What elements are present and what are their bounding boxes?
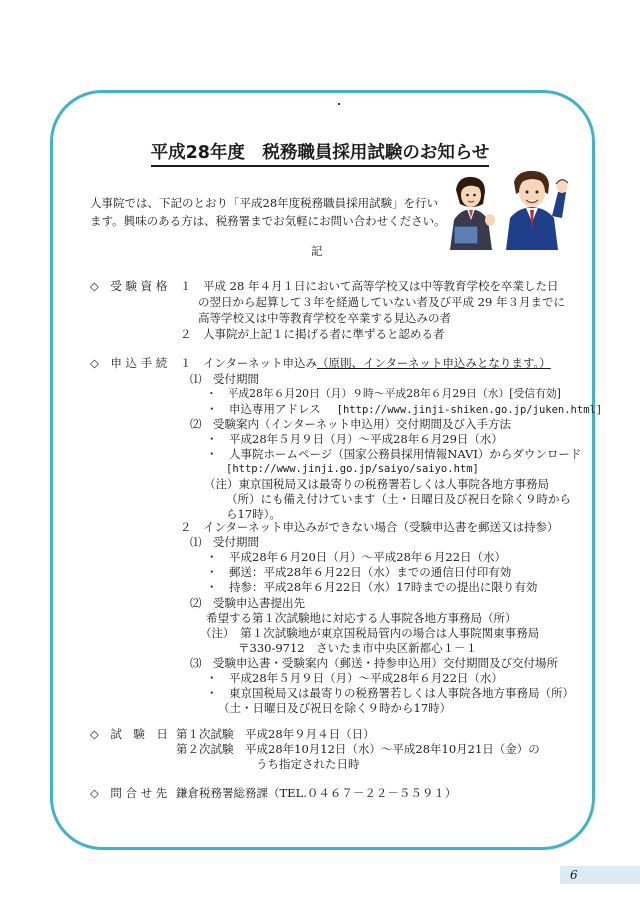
a1-heading: ⑴ 受付期間 [190, 372, 259, 386]
application-url[interactable]: [http://www.jinji-shiken.go.jp/juken.html] [336, 404, 603, 416]
eligibility-line-4: ２ 人事院が上記１に掲げる者に準ずると認める者 [180, 327, 445, 341]
internet-application-note: （原則、インターネット申込みとなります。） [316, 356, 551, 370]
page-number: 6 [570, 868, 578, 882]
eligibility-line-2: の翌日から起算して３年を経過していない者及び平成 29 年３月までに [198, 295, 565, 309]
eligibility-line-3: 高等学校又は中等教育学校を卒業する見込みの者 [198, 311, 451, 325]
contact-label: ◇ 問 合 せ 先 [90, 786, 168, 800]
decorative-dot [338, 103, 340, 105]
a2-download: ・ 人事院ホームページ（国家公務員採用情報NAVI）からダウンロード [206, 447, 582, 461]
internet-application-heading: １ インターネット申込み（原則、インターネット申込みとなります。） [180, 356, 551, 370]
eligibility-line-1: １ 平成 28 年４月１日において高等学校又は中等教育学校を卒業した日 [180, 279, 559, 293]
procedure-label: ◇ 申 込 手 続 [90, 356, 168, 370]
b1-mail: ・ 郵送：平成28年６月22日（水）までの通信日付印有効 [206, 565, 512, 579]
staff-illustration [442, 170, 568, 250]
b2-address: 〒330-9712 さいたま市中央区新都心１－１ [238, 641, 478, 655]
exam-second: 第２次試験 平成28年10月12日（水）～平成28年10月21日（金）の [176, 742, 540, 756]
b2-line: 希望する第１次試験地に対応する人事院各地方事務局（所） [206, 611, 517, 625]
b3-period: ・ 平成28年５月９日（月）～平成28年６月22日（水） [206, 671, 503, 685]
contact-value: 鎌倉税務署総務課（TEL.０４６７－２２－５５９１） [176, 786, 457, 800]
b3-heading: ⑶ 受験申込書・受験案内（郵送・持参申込用）交付期間及び交付場所 [190, 656, 558, 670]
note-1: （注）東京国税局又は最寄りの税務署若しくは人事院各地方事務局 [204, 477, 549, 491]
exam-first: 第１次試験 平成28年９月４日（日） [176, 727, 375, 741]
b2-heading: ⑵ 受験申込書提出先 [190, 596, 305, 610]
b1-heading: ⑴ 受付期間 [190, 535, 259, 549]
b1-in-person: ・ 持参：平成28年６月22日（水）17時までの提出に限り有効 [206, 580, 538, 594]
a1-address-row: ・ 申込専用アドレス [http://www.jinji-shiken.go.jp/juken.html] [206, 402, 603, 416]
a1-period: ・ 平成28年６月20日（月）９時～平成28年６月29日（水）[受信有効] [206, 387, 561, 400]
exam-second-cont: うち指定された日時 [256, 757, 360, 771]
note-3: ら17時）。 [226, 507, 281, 521]
b1-period: ・ 平成28年６月20日（月）～平成28年６月22日（水） [206, 550, 507, 564]
mail-application-heading: ２ インターネット申込みができない場合（受験申込書を郵送又は持参） [180, 520, 559, 534]
b3-place: ・ 東京国税局又は最寄りの税務署若しくは人事院各地方事務局（所） [206, 686, 574, 700]
intro-line-2: ます。興味のある方は、税務署までお気軽にお問い合わせください。 [90, 214, 446, 228]
eligibility-label: ◇ 受 験 資 格 [90, 279, 168, 293]
saiyo-url[interactable]: [http://www.jinji.go.jp/saiyo/saiyo.htm] [226, 463, 479, 475]
b3-hours: （土・日曜日及び祝日を除く９時から17時） [218, 701, 452, 715]
page-title: 平成28年度 税務職員採用試験のお知らせ [0, 139, 640, 164]
a2-period: ・ 平成28年５月９日（月）～平成28年６月29日（水） [206, 432, 503, 446]
a2-heading: ⑵ 受験案内（インターネット申込用）交付期間及び入手方法 [190, 417, 511, 431]
b2-note: （注） 第１次試験地が東京国税局管内の場合は人事院関東事務局 [200, 626, 540, 640]
ki-heading: 記 [311, 244, 323, 258]
intro-line-1: 人事院では、下記のとおり「平成28年度税務職員採用試験」を行い [90, 196, 439, 210]
exam-label: ◇ 試 験 日 [90, 727, 168, 741]
note-2: （所）にも備え付けています（土・日曜日及び祝日を除く９時から [226, 492, 571, 506]
